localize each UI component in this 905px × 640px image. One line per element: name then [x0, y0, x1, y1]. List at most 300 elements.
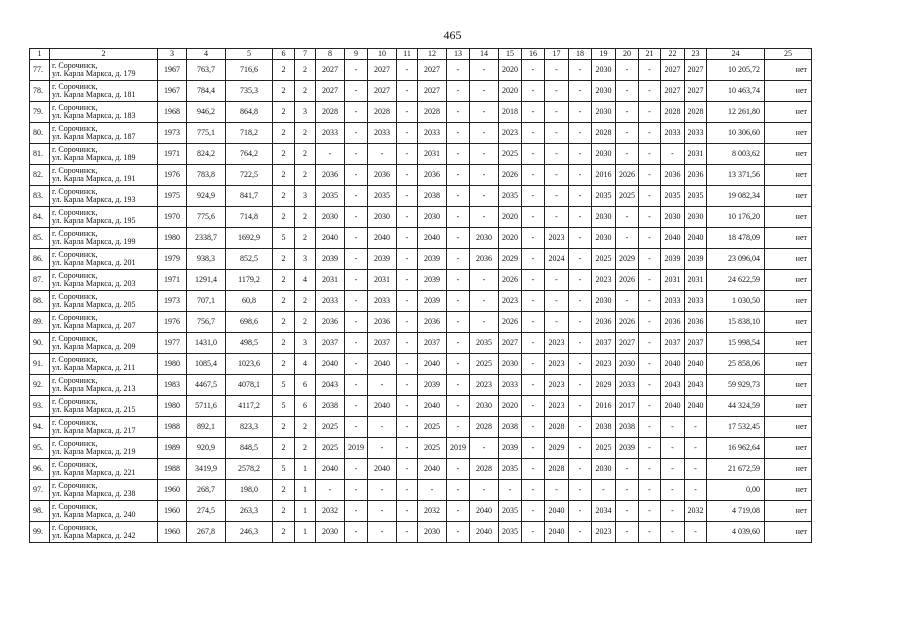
table-cell: 1023,6 — [226, 354, 273, 375]
table-cell: - — [545, 480, 569, 501]
table-row — [30, 438, 812, 459]
table-cell: 2025 — [418, 417, 447, 438]
table-cell: 2028 — [316, 102, 345, 123]
address-street: ул. Карла Маркса, д. 199 — [52, 237, 136, 246]
table-cell: - — [685, 438, 707, 459]
table-cell: 1980 — [158, 396, 187, 417]
table-row — [30, 249, 812, 270]
address-street: ул. Карла Маркса, д. 181 — [52, 90, 136, 99]
address-city: г. Сорочинск, — [52, 501, 98, 511]
table-cell: 2040 — [418, 228, 447, 249]
table-cell: 84. — [30, 207, 50, 228]
table-cell: - — [345, 207, 368, 228]
table-row — [30, 144, 812, 165]
address-cell — [50, 375, 158, 396]
table-cell: 2028 — [685, 102, 707, 123]
column-header-9: 9 — [345, 49, 368, 60]
table-cell: - — [470, 480, 499, 501]
table-cell: - — [470, 144, 499, 165]
table-cell: - — [470, 102, 499, 123]
address-cell — [50, 60, 158, 81]
table-cell: 86. — [30, 249, 50, 270]
table-cell: 2030 — [592, 228, 616, 249]
address-city: г. Сорочинск, — [52, 438, 98, 448]
address-city: г. Сорочинск, — [52, 396, 98, 406]
table-cell: 2040 — [470, 522, 499, 543]
table-cell: - — [345, 249, 368, 270]
table-cell: 2027 — [616, 333, 639, 354]
table-cell: 1 — [295, 501, 316, 522]
table-cell: - — [545, 312, 569, 333]
table-row — [30, 186, 812, 207]
table-row — [30, 207, 812, 228]
address-cell — [50, 396, 158, 417]
table-cell: 2027 — [316, 60, 345, 81]
table-cell: 1989 — [158, 438, 187, 459]
table-cell: 2030 — [661, 207, 685, 228]
column-number-row — [30, 49, 812, 60]
table-cell: нет — [765, 522, 812, 543]
table-cell: - — [522, 123, 545, 144]
table-cell: 2031 — [316, 270, 345, 291]
table-cell: 784,4 — [187, 81, 226, 102]
table-cell: 2030 — [685, 207, 707, 228]
table-cell: 23 096,04 — [707, 249, 765, 270]
table-cell: - — [499, 480, 522, 501]
table-cell: 2027 — [685, 81, 707, 102]
table-row — [30, 522, 812, 543]
table-cell: нет — [765, 102, 812, 123]
table-cell: 2 — [273, 333, 295, 354]
table-cell: - — [639, 438, 661, 459]
table-cell: - — [522, 249, 545, 270]
table-cell: 498,5 — [226, 333, 273, 354]
address-city: г. Сорочинск, — [52, 228, 98, 238]
address-city: г. Сорочинск, — [52, 375, 98, 385]
table-cell: 2036 — [661, 312, 685, 333]
table-cell: - — [616, 501, 639, 522]
table-cell: - — [639, 144, 661, 165]
table-cell: 2025 — [616, 186, 639, 207]
table-cell: - — [569, 60, 592, 81]
table-cell: 97. — [30, 480, 50, 501]
address-city: г. Сорочинск, — [52, 459, 98, 469]
table-cell: 5711,6 — [187, 396, 226, 417]
table-cell: - — [447, 501, 470, 522]
table-cell: 1975 — [158, 186, 187, 207]
table-cell: - — [616, 81, 639, 102]
table-cell: 2 — [295, 144, 316, 165]
table-cell: - — [522, 102, 545, 123]
address-city: г. Сорочинск, — [52, 291, 98, 301]
table-cell: 2027 — [418, 60, 447, 81]
table-cell: нет — [765, 354, 812, 375]
table-cell: 93. — [30, 396, 50, 417]
table-cell: 1 — [295, 459, 316, 480]
table-cell: - — [447, 375, 470, 396]
table-cell: - — [397, 144, 418, 165]
table-cell: 2040 — [316, 228, 345, 249]
table-cell: 2027 — [685, 60, 707, 81]
table-cell: 2030 — [316, 522, 345, 543]
column-header-22: 22 — [661, 49, 685, 60]
table-cell: 16 962,64 — [707, 438, 765, 459]
table-cell: 2043 — [661, 375, 685, 396]
table-cell: - — [397, 354, 418, 375]
table-cell: 2040 — [418, 459, 447, 480]
table-cell: - — [345, 102, 368, 123]
table-cell: 1988 — [158, 417, 187, 438]
table-cell: - — [447, 522, 470, 543]
table-cell: - — [397, 501, 418, 522]
table-cell: 2027 — [661, 60, 685, 81]
table-cell: 2019 — [447, 438, 470, 459]
table-cell: 2026 — [616, 165, 639, 186]
table-cell: 2030 — [470, 396, 499, 417]
address-city: г. Сорочинск, — [52, 207, 98, 217]
table-cell: - — [569, 501, 592, 522]
table-cell: 2020 — [499, 228, 522, 249]
table-cell: - — [345, 480, 368, 501]
table-cell: - — [522, 375, 545, 396]
table-cell: 1085,4 — [187, 354, 226, 375]
table-cell: 2035 — [661, 186, 685, 207]
address-street: ул. Карла Маркса, д. 191 — [52, 174, 136, 183]
table-cell: 2024 — [545, 249, 569, 270]
table-cell: 6 — [295, 396, 316, 417]
table-cell: 2040 — [661, 354, 685, 375]
table-cell: - — [345, 228, 368, 249]
table-cell: 2040 — [368, 228, 397, 249]
table-cell: - — [368, 438, 397, 459]
table-cell: нет — [765, 417, 812, 438]
column-header-13: 13 — [447, 49, 470, 60]
table-cell: - — [447, 333, 470, 354]
table-cell: 2037 — [592, 333, 616, 354]
table-cell: - — [545, 270, 569, 291]
address-city: г. Сорочинск, — [52, 480, 98, 490]
table-cell: 2025 — [316, 417, 345, 438]
table-cell: - — [661, 480, 685, 501]
table-cell: - — [345, 291, 368, 312]
table-cell: - — [397, 249, 418, 270]
table-cell: - — [639, 60, 661, 81]
table-row — [30, 102, 812, 123]
table-cell: - — [345, 123, 368, 144]
table-cell: - — [639, 207, 661, 228]
table-cell: - — [569, 228, 592, 249]
table-cell: 2040 — [316, 354, 345, 375]
table-cell: - — [639, 480, 661, 501]
table-cell: 2032 — [685, 501, 707, 522]
table-cell: 2040 — [661, 228, 685, 249]
table-cell: - — [569, 123, 592, 144]
table-cell: 4467,5 — [187, 375, 226, 396]
table-cell: 82. — [30, 165, 50, 186]
table-cell: 4 719,08 — [707, 501, 765, 522]
table-cell: - — [685, 417, 707, 438]
table-cell: 841,7 — [226, 186, 273, 207]
table-cell: - — [545, 144, 569, 165]
table-cell: - — [522, 438, 545, 459]
table-cell: - — [316, 480, 345, 501]
table-cell: - — [616, 123, 639, 144]
table-cell: - — [639, 312, 661, 333]
table-cell: - — [470, 207, 499, 228]
address-cell — [50, 249, 158, 270]
table-cell: 10 463,74 — [707, 81, 765, 102]
table-cell: 274,5 — [187, 501, 226, 522]
table-cell: 2033 — [661, 291, 685, 312]
table-cell: 5 — [273, 396, 295, 417]
table-cell: 2037 — [418, 333, 447, 354]
table-cell: - — [569, 396, 592, 417]
table-cell: 2040 — [368, 354, 397, 375]
table-cell: 6 — [295, 375, 316, 396]
address-city: г. Сорочинск, — [52, 417, 98, 427]
address-street: ул. Карла Маркса, д. 217 — [52, 426, 136, 435]
table-cell: 2 — [273, 312, 295, 333]
table-cell: - — [522, 354, 545, 375]
table-cell: 2028 — [545, 417, 569, 438]
table-cell: 2 — [273, 207, 295, 228]
table-cell: 2023 — [499, 291, 522, 312]
table-cell: 2026 — [616, 312, 639, 333]
table-cell: 3 — [295, 102, 316, 123]
column-header-5: 5 — [226, 49, 273, 60]
table-cell: - — [345, 60, 368, 81]
table-row — [30, 123, 812, 144]
table-cell: - — [470, 438, 499, 459]
table-cell: 95. — [30, 438, 50, 459]
table-cell: 2 — [273, 438, 295, 459]
table-cell: 44 324,59 — [707, 396, 765, 417]
table-cell: 2036 — [685, 165, 707, 186]
table-cell: - — [545, 102, 569, 123]
address-city: г. Сорочинск, — [52, 81, 98, 91]
table-cell: 2023 — [592, 270, 616, 291]
table-cell: - — [569, 459, 592, 480]
table-cell: 2030 — [592, 102, 616, 123]
table-cell: - — [397, 396, 418, 417]
table-cell: - — [397, 459, 418, 480]
table-cell: 2026 — [499, 165, 522, 186]
table-cell: - — [639, 417, 661, 438]
address-street: ул. Карла Маркса, д. 203 — [52, 279, 136, 288]
table-cell: 2037 — [316, 333, 345, 354]
table-cell: 15 838,10 — [707, 312, 765, 333]
table-cell: 2 — [273, 123, 295, 144]
table-cell: 2023 — [470, 375, 499, 396]
table-cell: 2023 — [545, 333, 569, 354]
address-cell — [50, 438, 158, 459]
table-cell: нет — [765, 270, 812, 291]
table-cell: нет — [765, 396, 812, 417]
table-cell: - — [616, 480, 639, 501]
column-header-25: 25 — [765, 49, 812, 60]
table-cell: 2029 — [592, 375, 616, 396]
table-cell: - — [397, 522, 418, 543]
table-cell: 2030 — [592, 291, 616, 312]
table-cell: - — [447, 396, 470, 417]
table-cell: 848,5 — [226, 438, 273, 459]
column-header-18: 18 — [569, 49, 592, 60]
table-cell: 1973 — [158, 291, 187, 312]
table-cell: 2040 — [418, 396, 447, 417]
table-cell: - — [368, 144, 397, 165]
table-cell: - — [522, 459, 545, 480]
table-cell: 1971 — [158, 144, 187, 165]
table-cell: - — [368, 522, 397, 543]
table-cell: 83. — [30, 186, 50, 207]
table-row — [30, 60, 812, 81]
table-cell: - — [639, 396, 661, 417]
address-street: ул. Карла Маркса, д. 242 — [52, 531, 136, 540]
address-city: г. Сорочинск, — [52, 60, 98, 70]
table-cell: 2036 — [470, 249, 499, 270]
table-cell: 2032 — [418, 501, 447, 522]
table-cell: 2023 — [545, 396, 569, 417]
table-cell: нет — [765, 165, 812, 186]
table-cell: - — [661, 522, 685, 543]
table-cell: 2033 — [685, 123, 707, 144]
address-cell — [50, 102, 158, 123]
table-cell: 2031 — [661, 270, 685, 291]
page-number: 465 — [443, 28, 462, 42]
table-cell: 2578,2 — [226, 459, 273, 480]
table-cell: - — [470, 60, 499, 81]
table-cell: 2030 — [592, 60, 616, 81]
address-cell — [50, 417, 158, 438]
table-cell: - — [447, 207, 470, 228]
table-cell: 98. — [30, 501, 50, 522]
table-cell: 2040 — [316, 459, 345, 480]
table-cell: 2 — [295, 312, 316, 333]
table-cell: 21 672,59 — [707, 459, 765, 480]
table-cell: 775,6 — [187, 207, 226, 228]
table-cell: 735,3 — [226, 81, 273, 102]
table-cell: нет — [765, 375, 812, 396]
table-cell: 2028 — [592, 123, 616, 144]
address-street: ул. Карла Маркса, д. 221 — [52, 468, 136, 477]
table-cell: 2043 — [685, 375, 707, 396]
table-row — [30, 375, 812, 396]
table-cell: - — [397, 480, 418, 501]
table-cell: 1967 — [158, 81, 187, 102]
table-cell: - — [418, 480, 447, 501]
address-street: ул. Карла Маркса, д. 219 — [52, 447, 136, 456]
address-street: ул. Карла Маркса, д. 215 — [52, 405, 136, 414]
table-cell: 1980 — [158, 354, 187, 375]
table-cell: 1 030,50 — [707, 291, 765, 312]
table-cell: 96. — [30, 459, 50, 480]
table-cell: 1971 — [158, 270, 187, 291]
column-header-1: 1 — [30, 49, 50, 60]
table-cell: - — [345, 522, 368, 543]
table-cell: 18 478,09 — [707, 228, 765, 249]
table-cell: - — [569, 417, 592, 438]
table-cell: 2038 — [592, 417, 616, 438]
table-cell: - — [447, 165, 470, 186]
table-cell: 2033 — [418, 123, 447, 144]
table-cell: 2039 — [418, 249, 447, 270]
table-cell: 59 929,73 — [707, 375, 765, 396]
table-cell: - — [447, 144, 470, 165]
table-cell: - — [522, 81, 545, 102]
table-cell: - — [639, 102, 661, 123]
table-cell: - — [569, 270, 592, 291]
table-cell: - — [661, 438, 685, 459]
table-cell: - — [345, 333, 368, 354]
table-cell: - — [397, 291, 418, 312]
table-cell: 2040 — [418, 354, 447, 375]
column-header-24: 24 — [707, 49, 765, 60]
table-cell: 698,6 — [226, 312, 273, 333]
table-cell: 2037 — [685, 333, 707, 354]
table-cell: 2 — [273, 270, 295, 291]
table-cell: 2036 — [418, 312, 447, 333]
table-cell: 2025 — [316, 438, 345, 459]
table-cell: 2025 — [499, 144, 522, 165]
table-cell: 3 — [295, 249, 316, 270]
table-cell: 92. — [30, 375, 50, 396]
table-cell: 783,8 — [187, 165, 226, 186]
table-cell: 2027 — [368, 81, 397, 102]
table-cell: 2 — [273, 354, 295, 375]
table-cell: 13 371,56 — [707, 165, 765, 186]
table-cell: 2040 — [661, 396, 685, 417]
address-street: ул. Карла Маркса, д. 213 — [52, 384, 136, 393]
table-cell: нет — [765, 501, 812, 522]
column-header-17: 17 — [545, 49, 569, 60]
table-cell: 1960 — [158, 480, 187, 501]
address-city: г. Сорочинск, — [52, 249, 98, 259]
table-cell: нет — [765, 291, 812, 312]
address-city: г. Сорочинск, — [52, 270, 98, 280]
table-cell: - — [569, 207, 592, 228]
table-cell: 2033 — [368, 123, 397, 144]
table-cell: - — [569, 354, 592, 375]
column-header-23: 23 — [685, 49, 707, 60]
table-cell: - — [616, 291, 639, 312]
table-cell: нет — [765, 312, 812, 333]
table-cell: - — [470, 270, 499, 291]
table-cell: 2026 — [499, 312, 522, 333]
table-cell: 89. — [30, 312, 50, 333]
column-header-14: 14 — [470, 49, 499, 60]
address-city: г. Сорочинск, — [52, 186, 98, 196]
table-cell: 2 — [273, 165, 295, 186]
table-cell: - — [470, 312, 499, 333]
table-cell: 17 532,45 — [707, 417, 765, 438]
table-row — [30, 270, 812, 291]
table-cell: - — [592, 480, 616, 501]
table-cell: нет — [765, 60, 812, 81]
table-cell: 2031 — [418, 144, 447, 165]
column-header-19: 19 — [592, 49, 616, 60]
table-cell: 2030 — [470, 228, 499, 249]
table-row — [30, 228, 812, 249]
table-cell: 60,8 — [226, 291, 273, 312]
table-cell: - — [368, 375, 397, 396]
table-cell: - — [447, 102, 470, 123]
address-city: г. Сорочинск, — [52, 333, 98, 343]
table-cell: 2036 — [316, 312, 345, 333]
table-cell: 2036 — [685, 312, 707, 333]
table-cell: 1980 — [158, 228, 187, 249]
table-cell: 2033 — [661, 123, 685, 144]
column-header-21: 21 — [639, 49, 661, 60]
